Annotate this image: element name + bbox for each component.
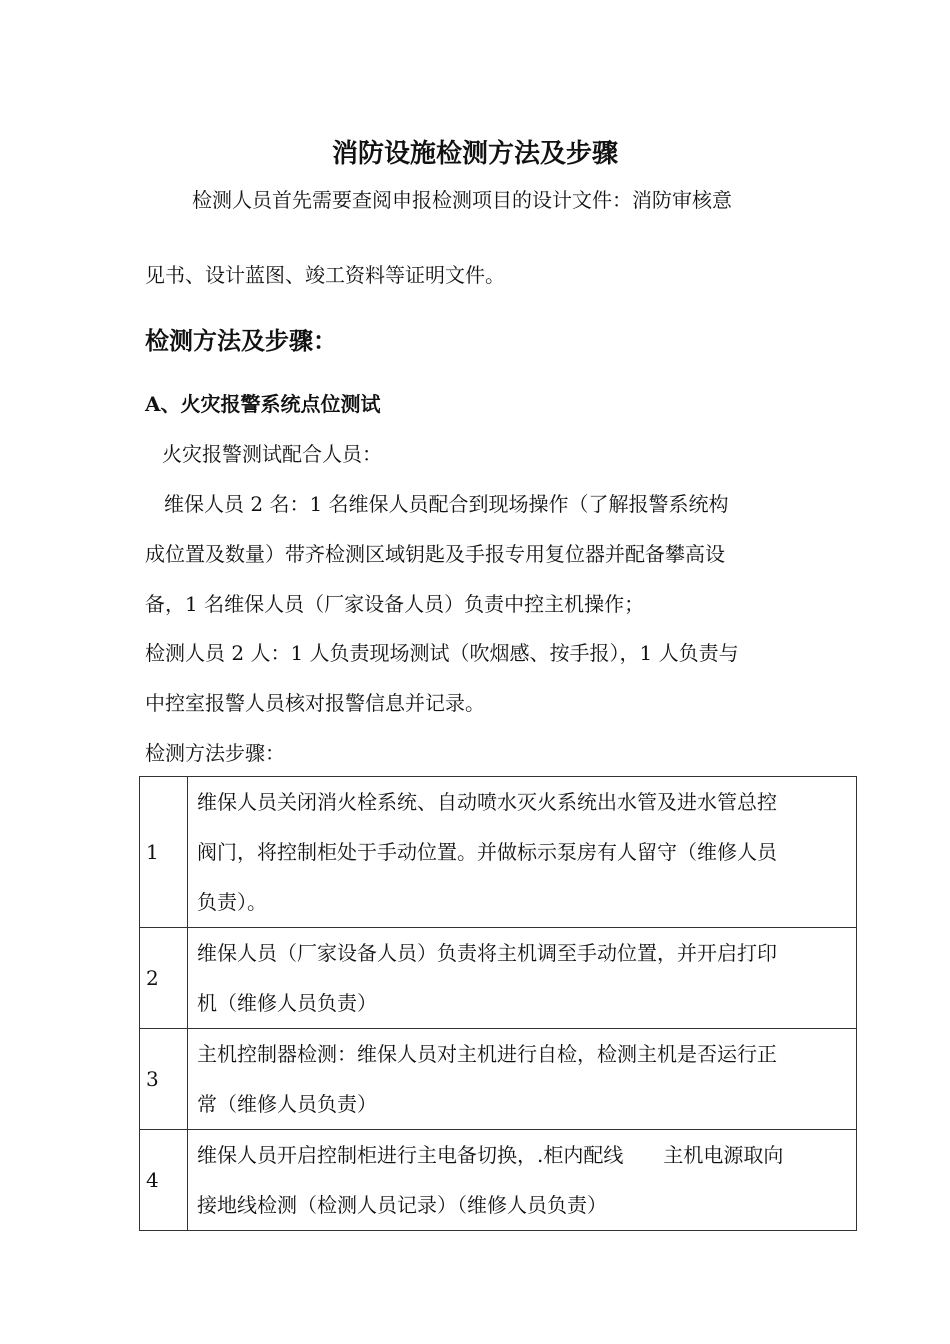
inspect-line-1: 检测人员 2 人：1 人负责现场测试（吹烟感、按手报），1 人负责与 bbox=[145, 641, 739, 665]
table-row bbox=[140, 928, 857, 1029]
cooperate-label: 火灾报警测试配合人员： bbox=[162, 442, 382, 466]
table-row bbox=[140, 1130, 857, 1231]
section-heading: 检测方法及步骤： bbox=[145, 326, 337, 355]
step-text bbox=[188, 1029, 857, 1130]
step-text-line: 负责）。 bbox=[197, 890, 267, 914]
table-row bbox=[140, 1029, 857, 1130]
intro-line-2: 见书、设计蓝图、竣工资料等证明文件。 bbox=[145, 263, 505, 287]
step-text-line: 阀门，将控制柜处于手动位置。并做标示泵房有人留守（维修人员 bbox=[197, 840, 777, 864]
document-title: 消防设施检测方法及步骤 bbox=[331, 139, 618, 169]
maint-line-2: 成位置及数量）带齐检测区域钥匙及手报专用复位器并配备攀高设 bbox=[145, 542, 725, 566]
step-text-line: 接地线检测（检测人员记录）（维修人员负责） bbox=[197, 1193, 607, 1217]
step-number: 4 bbox=[140, 1130, 188, 1231]
step-text bbox=[188, 777, 857, 928]
step-text-line: 维保人员关闭消火栓系统、自动喷水灭火系统出水管及进水管总控 bbox=[197, 790, 777, 814]
table-row bbox=[140, 777, 857, 928]
step-text-line: 常（维修人员负责） bbox=[197, 1092, 377, 1116]
step-text-line: 维保人员开启控制柜进行主电备切换，.柜内配线 主机电源取向 bbox=[197, 1143, 784, 1167]
inspect-line-2: 中控室报警人员核对报警信息并记录。 bbox=[145, 691, 485, 715]
step-text-line: 机（维修人员负责） bbox=[197, 991, 377, 1015]
intro-line-1: 检测人员首先需要查阅申报检测项目的设计文件：消防审核意 bbox=[192, 188, 732, 212]
step-text-line: 主机控制器检测：维保人员对主机进行自检，检测主机是否运行正 bbox=[197, 1042, 777, 1066]
step-number: 1 bbox=[140, 777, 188, 928]
steps-label: 检测方法步骤： bbox=[145, 741, 285, 765]
step-number: 2 bbox=[140, 928, 188, 1029]
maint-line-1: 维保人员 2 名：1 名维保人员配合到现场操作（了解报警系统构 bbox=[164, 492, 729, 516]
step-text bbox=[188, 1130, 857, 1231]
step-text-line: 维保人员（厂家设备人员）负责将主机调至手动位置，并开启打印 bbox=[197, 941, 777, 965]
steps-table bbox=[139, 776, 857, 1231]
step-number: 3 bbox=[140, 1029, 188, 1130]
subsection-heading-a: A、火灾报警系统点位测试 bbox=[145, 392, 381, 416]
step-text bbox=[188, 928, 857, 1029]
maint-line-3: 备，1 名维保人员（厂家设备人员）负责中控主机操作； bbox=[145, 592, 645, 616]
